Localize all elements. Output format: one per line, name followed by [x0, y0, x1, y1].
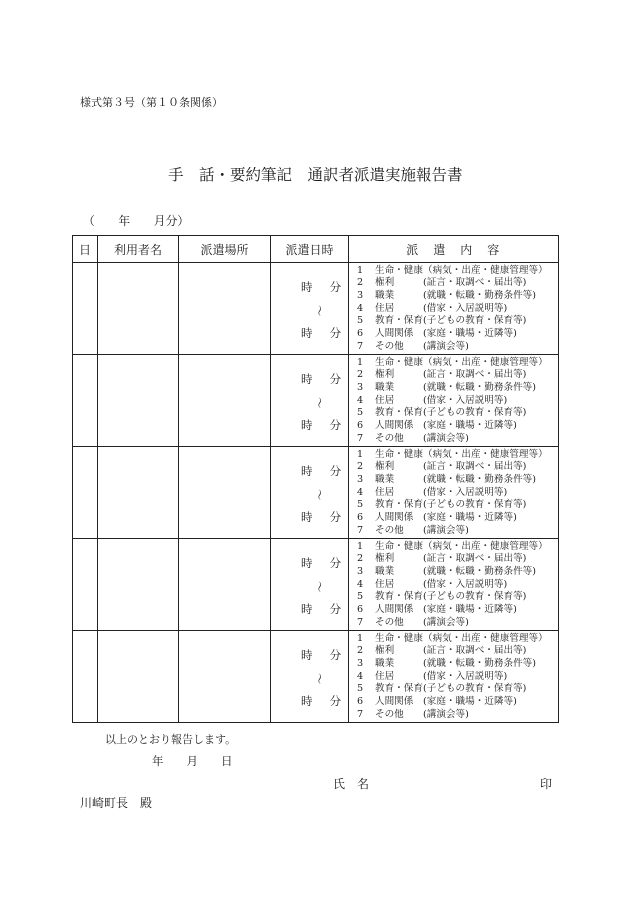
end-time: 時 分	[301, 326, 344, 340]
datetime-box	[271, 539, 348, 630]
content-option-number: 7	[357, 524, 364, 536]
content-option-detail: (借家・入居説明等)	[423, 578, 508, 590]
time-range-separator: 〜	[312, 581, 327, 593]
header-day: 日	[73, 236, 98, 263]
content-cell	[349, 539, 559, 631]
content-option	[357, 633, 558, 646]
content-options-list	[349, 355, 558, 446]
content-option	[357, 579, 558, 592]
content-option-number: 4	[357, 670, 364, 682]
content-option-label: 権利	[375, 645, 395, 657]
content-option-label: 教育・保育	[375, 683, 423, 695]
content-option-detail: (就職・転職・勤務条件等)	[423, 381, 537, 393]
content-option-label: 人間関係	[375, 512, 414, 524]
content-option-detail: (就職・転職・勤務条件等)	[423, 657, 537, 669]
content-option	[357, 487, 558, 500]
content-option	[357, 512, 558, 525]
content-options-list	[349, 631, 558, 722]
content-option	[357, 369, 558, 382]
content-cell	[349, 447, 559, 539]
content-option	[357, 382, 558, 395]
datetime-cell	[271, 355, 349, 447]
content-option-label: 権利	[375, 553, 395, 565]
content-option-label: その他	[375, 616, 404, 628]
content-option-detail: (家庭・職場・近隣等)	[423, 696, 517, 708]
content-option	[357, 341, 558, 354]
content-option-number: 6	[357, 420, 364, 432]
content-option-label: 権利	[375, 277, 395, 289]
user-name-cell	[98, 539, 179, 631]
content-option-label: 住居	[375, 578, 395, 590]
content-option-number: 1	[357, 448, 364, 460]
datetime-box	[271, 355, 348, 446]
content-option-detail: (家庭・職場・近隣等)	[423, 604, 517, 616]
table-body	[73, 263, 559, 723]
content-option	[357, 541, 558, 554]
closing-statement: 以上のとおり報告します。	[105, 733, 237, 746]
content-option-number: 1	[357, 356, 364, 368]
content-option	[357, 357, 558, 370]
user-name-cell	[98, 447, 179, 539]
content-options-list	[349, 263, 558, 354]
content-option-number: 5	[357, 407, 364, 419]
content-option-detail: (証言・取調べ・届出等)	[423, 369, 527, 381]
addressee: 川崎町長 殿	[80, 796, 153, 810]
content-option	[357, 461, 558, 474]
content-option-label: 生命・健康	[375, 448, 423, 460]
datetime-cell	[271, 539, 349, 631]
content-option	[357, 433, 558, 446]
content-option-detail: (子どもの教育・保育等)	[423, 315, 527, 327]
content-option-label: その他	[375, 432, 404, 444]
content-option-number: 7	[357, 616, 364, 628]
content-option-number: 6	[357, 604, 364, 616]
datetime-cell	[271, 263, 349, 355]
content-options-list	[349, 447, 558, 538]
content-option-label: その他	[375, 340, 404, 352]
day-cell	[73, 539, 98, 631]
seal-mark: 印	[540, 777, 553, 791]
end-time: 時 分	[301, 418, 344, 432]
content-cell	[349, 631, 559, 723]
content-option-number: 2	[357, 369, 364, 381]
time-range-separator: 〜	[312, 489, 327, 501]
table-row	[73, 539, 559, 631]
content-option	[357, 328, 558, 341]
start-time: 時 分	[301, 464, 344, 478]
content-option	[357, 658, 558, 671]
report-date: 年 月 日	[152, 754, 233, 768]
content-option	[357, 645, 558, 658]
table-row	[73, 355, 559, 447]
content-option-detail: （病気・出産・健康管理等）	[423, 448, 548, 460]
content-option-number: 7	[357, 432, 364, 444]
content-option-number: 2	[357, 553, 364, 565]
end-time: 時 分	[301, 694, 344, 708]
content-option-number: 7	[357, 708, 364, 720]
content-option-label: 職業	[375, 381, 395, 393]
place-cell	[179, 539, 271, 631]
content-option	[357, 709, 558, 722]
content-option	[357, 474, 558, 487]
content-option-label: 教育・保育	[375, 407, 423, 419]
report-period: （ 年 月分）	[83, 214, 190, 228]
time-range-separator: 〜	[312, 673, 327, 685]
content-option-number: 7	[357, 340, 364, 352]
content-option-number: 4	[357, 486, 364, 498]
content-option-detail: (借家・入居説明等)	[423, 486, 508, 498]
content-options-list	[349, 539, 558, 630]
content-option-number: 6	[357, 328, 364, 340]
datetime-cell	[271, 447, 349, 539]
content-option	[357, 277, 558, 290]
content-option	[357, 420, 558, 433]
content-option-detail: (講演会等)	[423, 616, 469, 628]
content-option-detail: (就職・転職・勤務条件等)	[423, 473, 537, 485]
content-option-number: 2	[357, 461, 364, 473]
content-option-detail: (家庭・職場・近隣等)	[423, 328, 517, 340]
content-option	[357, 315, 558, 328]
content-option-label: 住居	[375, 670, 395, 682]
content-option-label: 住居	[375, 486, 395, 498]
content-option-detail: (子どもの教育・保育等)	[423, 407, 527, 419]
content-option-detail: (借家・入居説明等)	[423, 394, 508, 406]
content-option	[357, 604, 558, 617]
header-content: 派 遣 内 容	[349, 236, 559, 263]
report-table	[72, 235, 559, 723]
end-time: 時 分	[301, 602, 344, 616]
user-name-cell	[98, 631, 179, 723]
content-option-detail: (講演会等)	[423, 340, 469, 352]
header-datetime: 派遣日時	[271, 236, 349, 263]
content-option	[357, 449, 558, 462]
content-option-number: 2	[357, 277, 364, 289]
content-option-label: 人間関係	[375, 604, 414, 616]
start-time: 時 分	[301, 372, 344, 386]
content-option-label: 職業	[375, 565, 395, 577]
place-cell	[179, 263, 271, 355]
content-option-detail: (借家・入居説明等)	[423, 670, 508, 682]
content-option	[357, 553, 558, 566]
content-option-label: 教育・保育	[375, 315, 423, 327]
content-option-label: 権利	[375, 369, 395, 381]
start-time: 時 分	[301, 648, 344, 662]
content-option-label: 人間関係	[375, 328, 414, 340]
content-option-number: 5	[357, 591, 364, 603]
end-time: 時 分	[301, 510, 344, 524]
content-option-number: 4	[357, 302, 364, 314]
content-option	[357, 525, 558, 538]
content-option-detail: (講演会等)	[423, 524, 469, 536]
day-cell	[73, 631, 98, 723]
datetime-box	[271, 631, 348, 722]
content-option-detail: (家庭・職場・近隣等)	[423, 512, 517, 524]
content-option-number: 3	[357, 565, 364, 577]
datetime-cell	[271, 631, 349, 723]
content-option-detail: (証言・取調べ・届出等)	[423, 277, 527, 289]
content-option-detail: (証言・取調べ・届出等)	[423, 645, 527, 657]
content-option	[357, 303, 558, 316]
content-option-label: その他	[375, 524, 404, 536]
content-option-number: 1	[357, 540, 364, 552]
day-cell	[73, 263, 98, 355]
content-option-detail: (就職・転職・勤務条件等)	[423, 565, 537, 577]
content-option-label: 職業	[375, 473, 395, 485]
content-cell	[349, 263, 559, 355]
header-user-name: 利用者名	[98, 236, 179, 263]
content-option-label: 教育・保育	[375, 499, 423, 511]
form-number: 様式第３号（第１０条関係）	[80, 96, 223, 109]
content-option-number: 5	[357, 683, 364, 695]
content-option-detail: (講演会等)	[423, 708, 469, 720]
table-row	[73, 447, 559, 539]
place-cell	[179, 631, 271, 723]
header-place: 派遣場所	[179, 236, 271, 263]
content-option-label: 生命・健康	[375, 540, 423, 552]
content-option-detail: (証言・取調べ・届出等)	[423, 461, 527, 473]
content-option-detail: （病気・出産・健康管理等）	[423, 540, 548, 552]
content-option	[357, 407, 558, 420]
content-option-number: 1	[357, 632, 364, 644]
time-range-separator: 〜	[312, 397, 327, 409]
content-option	[357, 395, 558, 408]
table-row	[73, 631, 559, 723]
content-cell	[349, 355, 559, 447]
document-title: 手 話・要約筆記 通訳者派遣実施報告書	[168, 166, 463, 184]
content-option-detail: （病気・出産・健康管理等）	[423, 264, 548, 276]
place-cell	[179, 355, 271, 447]
content-option-label: 権利	[375, 461, 395, 473]
content-option-number: 1	[357, 264, 364, 276]
content-option	[357, 499, 558, 512]
content-option	[357, 696, 558, 709]
content-option-label: その他	[375, 708, 404, 720]
content-option-number: 5	[357, 499, 364, 511]
content-option-label: 職業	[375, 657, 395, 669]
datetime-box	[271, 263, 348, 354]
content-option-detail: (子どもの教育・保育等)	[423, 499, 527, 511]
content-option-detail: （病気・出産・健康管理等）	[423, 632, 548, 644]
content-option-detail: (家庭・職場・近隣等)	[423, 420, 517, 432]
content-option	[357, 566, 558, 579]
content-option	[357, 591, 558, 604]
content-option-detail: (就職・転職・勤務条件等)	[423, 289, 537, 301]
content-option-label: 住居	[375, 302, 395, 314]
content-option-label: 人間関係	[375, 696, 414, 708]
content-option-label: 職業	[375, 289, 395, 301]
content-option-number: 3	[357, 381, 364, 393]
content-option-label: 生命・健康	[375, 632, 423, 644]
content-option-number: 5	[357, 315, 364, 327]
content-option-number: 3	[357, 657, 364, 669]
content-option-number: 6	[357, 696, 364, 708]
day-cell	[73, 447, 98, 539]
content-option-label: 生命・健康	[375, 356, 423, 368]
content-option-number: 2	[357, 645, 364, 657]
content-option-detail: (子どもの教育・保育等)	[423, 591, 527, 603]
user-name-cell	[98, 355, 179, 447]
content-option-number: 4	[357, 578, 364, 590]
content-option	[357, 265, 558, 278]
content-option-detail: (証言・取調べ・届出等)	[423, 553, 527, 565]
datetime-box	[271, 447, 348, 538]
time-range-separator: 〜	[312, 305, 327, 317]
content-option-number: 6	[357, 512, 364, 524]
content-option	[357, 617, 558, 630]
start-time: 時 分	[301, 280, 344, 294]
content-option-detail: （病気・出産・健康管理等）	[423, 356, 548, 368]
table-header-row	[73, 236, 559, 263]
user-name-cell	[98, 263, 179, 355]
content-option	[357, 671, 558, 684]
content-option-label: 人間関係	[375, 420, 414, 432]
content-option-detail: (子どもの教育・保育等)	[423, 683, 527, 695]
content-option	[357, 290, 558, 303]
place-cell	[179, 447, 271, 539]
content-option-label: 住居	[375, 394, 395, 406]
table-row	[73, 263, 559, 355]
content-option-detail: (講演会等)	[423, 432, 469, 444]
content-option-label: 生命・健康	[375, 264, 423, 276]
content-option-label: 教育・保育	[375, 591, 423, 603]
content-option-number: 4	[357, 394, 364, 406]
content-option-detail: (借家・入居説明等)	[423, 302, 508, 314]
content-option	[357, 683, 558, 696]
name-label: 氏 名	[333, 777, 370, 791]
day-cell	[73, 355, 98, 447]
content-option-number: 3	[357, 289, 364, 301]
content-option-number: 3	[357, 473, 364, 485]
start-time: 時 分	[301, 556, 344, 570]
